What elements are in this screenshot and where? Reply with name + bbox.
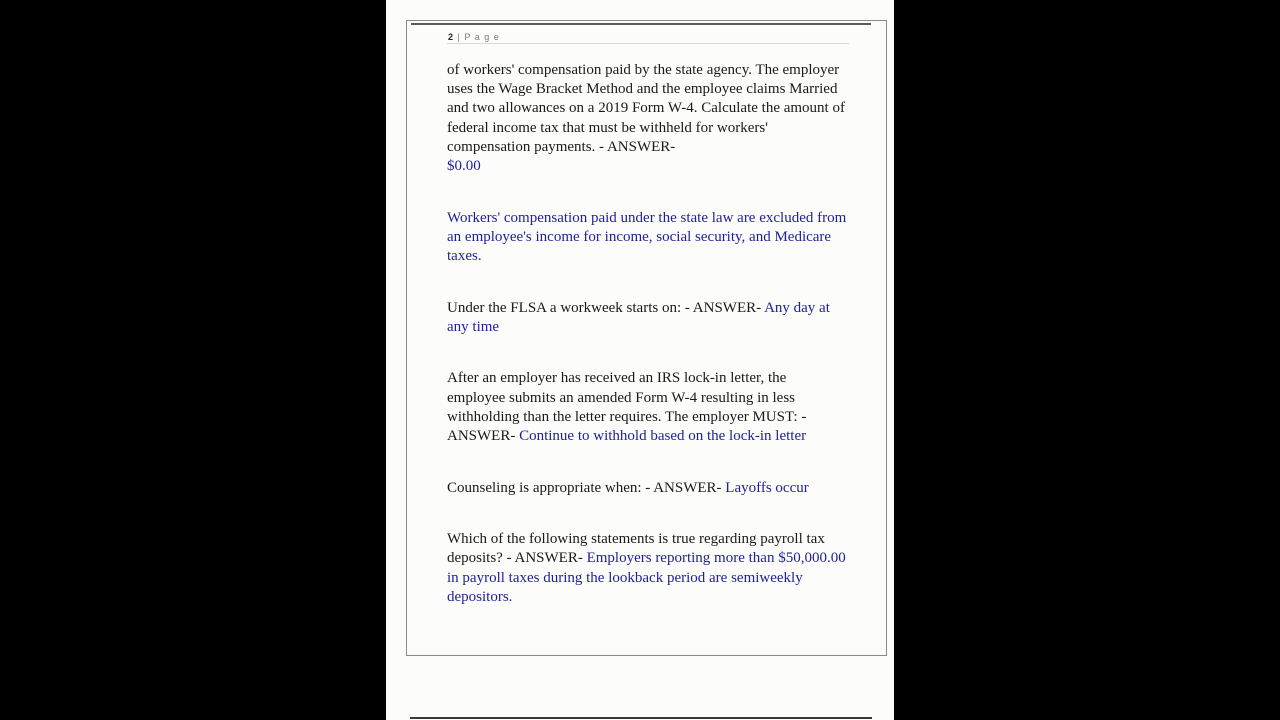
answer-text: Layoffs occur	[725, 479, 809, 496]
answer-explanation: Workers' compensation paid under the state law are excluded from an employee's income for income, social security, and Medicare taxes.	[447, 209, 847, 265]
header-rule	[447, 43, 849, 44]
qa-item-6	[447, 530, 847, 607]
page-number: 2	[448, 32, 455, 42]
qa-item-3	[447, 299, 847, 337]
answer-text: Continue to withhold based on the lock-in letter	[519, 428, 807, 445]
question-text: Counseling is appropriate when: - ANSWER-	[447, 479, 722, 496]
page-header-label: P a g e	[464, 32, 500, 42]
question-text: Which of the following statements is true regarding payroll tax deposits? - ANSWER-	[447, 531, 825, 567]
page-header	[448, 32, 500, 42]
question-text: After an employer has received an IRS lock-in letter, the employee submits an amended Form W-4 resulting in less withholding than the letter requires. The employer MUST: - ANSWER-	[447, 370, 807, 445]
answer-text: Employers reporting more than $50,000.00 in payroll taxes during the lookback period are semiweekly depositors.	[447, 550, 846, 605]
answer-text: Any day at any time	[447, 299, 830, 335]
answer-text: $0.00	[447, 158, 481, 175]
question-text: Under the FLSA a workweek starts on: - ANSWER-	[447, 299, 762, 316]
question-text: of workers' compensation paid by the state agency. The employer uses the Wage Bracket Method and the employee claims Married and two allowances on a 2019 Form W-4. Calculate the amount of federal income tax that must be withheld for workers' compensation payments. - ANSWER-	[447, 62, 845, 155]
qa-item-2	[447, 209, 847, 267]
qa-item-4	[447, 369, 847, 446]
next-page-top-rule	[410, 717, 872, 719]
qa-item-1	[447, 61, 847, 176]
page-header-separator: |	[454, 32, 465, 42]
qa-item-5	[447, 479, 847, 498]
page-content	[447, 61, 847, 607]
document-page[interactable]	[386, 0, 894, 720]
top-rule	[411, 23, 871, 25]
